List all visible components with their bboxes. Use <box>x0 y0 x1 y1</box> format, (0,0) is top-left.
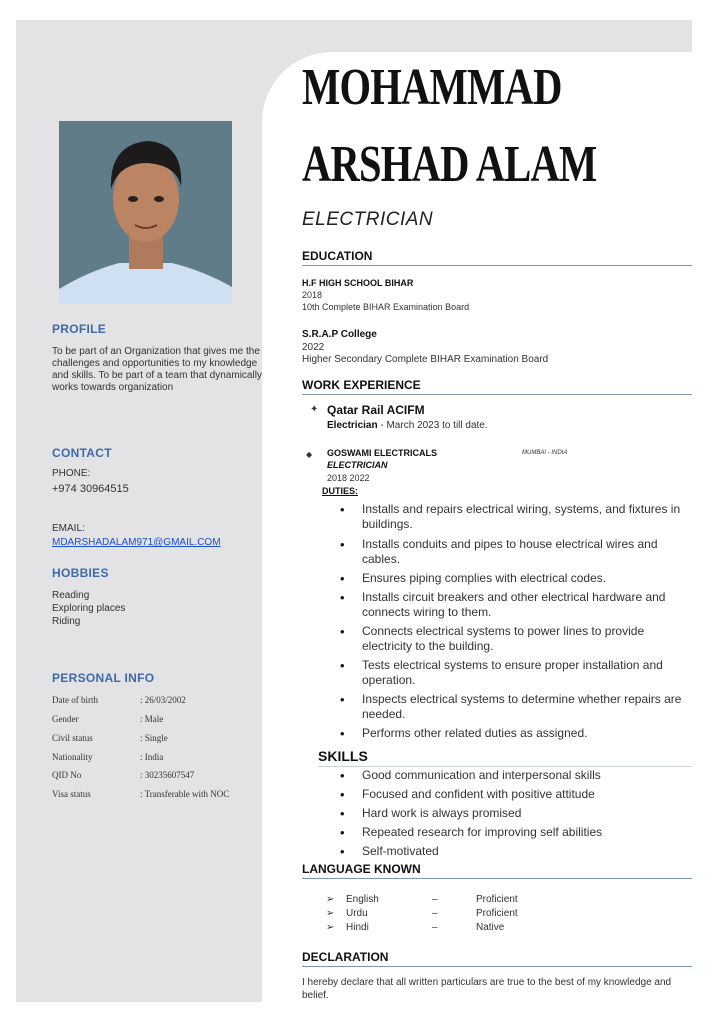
list-item: • Repeated research for improving self abilities <box>338 825 692 840</box>
language-name: English <box>346 894 379 905</box>
info-value: : Transferable with NOC <box>140 789 230 799</box>
job2-location: MUMBAI - INDIA <box>522 450 568 456</box>
language-row <box>326 894 518 905</box>
declaration-text: I hereby declare that all written particulars are true to the best of my knowledge and belief. <box>302 977 672 1001</box>
education-detail: 10th Complete BIHAR Examination Board <box>302 302 470 312</box>
info-row-visa <box>52 789 229 799</box>
star-icon: ✦ <box>310 404 319 415</box>
list-item: • Tests electrical systems to ensure proper installation and operation. <box>338 658 692 688</box>
language-name: Urdu <box>346 908 368 919</box>
job1-company: Qatar Rail ACIFM <box>327 403 425 417</box>
education-year: 2022 <box>302 342 325 353</box>
job2-period: 2018 2022 <box>327 473 370 483</box>
info-value: : 30235607547 <box>140 770 195 780</box>
job1-role: Electrician <box>327 420 378 431</box>
duties-list <box>338 502 692 741</box>
phone-value: +974 30964515 <box>52 483 129 495</box>
profile-text: To be part of an Organization that gives me the challenges and opportunities to my knowledge and skills. To be part of a team that dynamically works towards organization <box>52 346 262 393</box>
hobby-item: Reading <box>52 590 90 601</box>
info-label: Visa status <box>52 789 91 799</box>
info-row-qid <box>52 770 194 780</box>
hobby-item: Riding <box>52 616 81 627</box>
name-line-1: MOHAMMAD <box>302 59 562 116</box>
email-label: EMAIL: <box>52 523 85 534</box>
language-row <box>326 922 504 933</box>
language-level: Native <box>476 922 505 933</box>
education-school: H.F HIGH SCHOOL BIHAR <box>302 278 414 288</box>
info-row-dob <box>52 695 186 705</box>
language-level: Proficient <box>476 908 518 919</box>
info-row-nationality <box>52 752 163 762</box>
language-level: Proficient <box>476 894 518 905</box>
list-item: • Performs other related duties as assigned. <box>338 726 692 741</box>
name-line-2: ARSHAD ALAM <box>302 136 597 193</box>
list-item: • Inspects electrical systems to determine whether repairs are needed. <box>338 692 692 722</box>
job2-company: GOSWAMI ELECTRICALS <box>327 448 437 458</box>
personal-info-heading: PERSONAL INFO <box>52 671 155 685</box>
info-label: Date of birth <box>52 695 98 705</box>
list-item: • Installs conduits and pipes to house electrical wires and cables. <box>338 537 692 567</box>
hobbies-heading: HOBBIES <box>52 566 109 580</box>
contact-heading: CONTACT <box>52 446 112 460</box>
list-item: • Ensures piping complies with electrical codes. <box>338 571 692 586</box>
language-dash: – <box>432 908 438 919</box>
duties-label: DUTIES: <box>322 486 358 496</box>
list-item: • Hard work is always promised <box>338 806 692 821</box>
declaration-heading: DECLARATION <box>302 950 692 967</box>
info-label: Nationality <box>52 752 93 762</box>
language-row <box>326 908 518 919</box>
info-label: Gender <box>52 714 79 724</box>
profile-heading: PROFILE <box>52 322 107 336</box>
info-value: : India <box>140 752 164 762</box>
job1-period: - March 2023 to till date. <box>377 420 488 431</box>
list-item: • Connects electrical systems to power lines to provide electricity to the building. <box>338 624 692 654</box>
email-link[interactable]: MDARSHADALAM971@GMAIL.COM <box>52 537 221 548</box>
education-heading: EDUCATION <box>302 249 692 266</box>
list-item: • Self-motivated <box>338 844 692 859</box>
arrow-icon: ➢ <box>326 908 335 919</box>
list-item: • Focused and confident with positive attitude <box>338 787 692 802</box>
education-detail: Higher Secondary Complete BIHAR Examination Board <box>302 354 549 365</box>
job1-line <box>327 420 488 431</box>
info-row-gender <box>52 714 163 724</box>
profile-photo <box>59 121 232 304</box>
info-row-civil-status <box>52 733 168 743</box>
hobby-item: Exploring places <box>52 603 126 614</box>
language-heading: LANGUAGE KNOWN <box>302 862 692 879</box>
list-item: • Good communication and interpersonal skills <box>338 768 692 783</box>
list-item: • Installs and repairs electrical wiring, systems, and fixtures in buildings. <box>338 502 692 532</box>
language-dash: – <box>432 894 438 905</box>
education-school: S.R.A.P College <box>302 329 377 340</box>
info-value: : 26/03/2002 <box>140 695 186 705</box>
arrow-icon: ➢ <box>326 894 335 905</box>
info-value: : Male <box>140 714 164 724</box>
list-item: • Installs circuit breakers and other electrical hardware and connects wiring to them. <box>338 590 692 620</box>
info-value: : Single <box>140 733 168 743</box>
language-dash: – <box>432 922 438 933</box>
phone-label: PHONE: <box>52 468 91 479</box>
job2-role: ELECTRICIAN <box>327 460 388 470</box>
job-title: ELECTRICIAN <box>302 209 434 230</box>
arrow-icon: ➢ <box>326 922 335 933</box>
language-name: Hindi <box>346 922 369 933</box>
info-label: QID No <box>52 770 82 780</box>
skills-heading: SKILLS <box>318 748 692 767</box>
info-label: Civil status <box>52 733 93 743</box>
diamond-icon: ◆ <box>306 450 313 459</box>
skills-list <box>338 768 692 859</box>
work-heading: WORK EXPERIENCE <box>302 378 692 395</box>
education-year: 2018 <box>302 290 323 300</box>
